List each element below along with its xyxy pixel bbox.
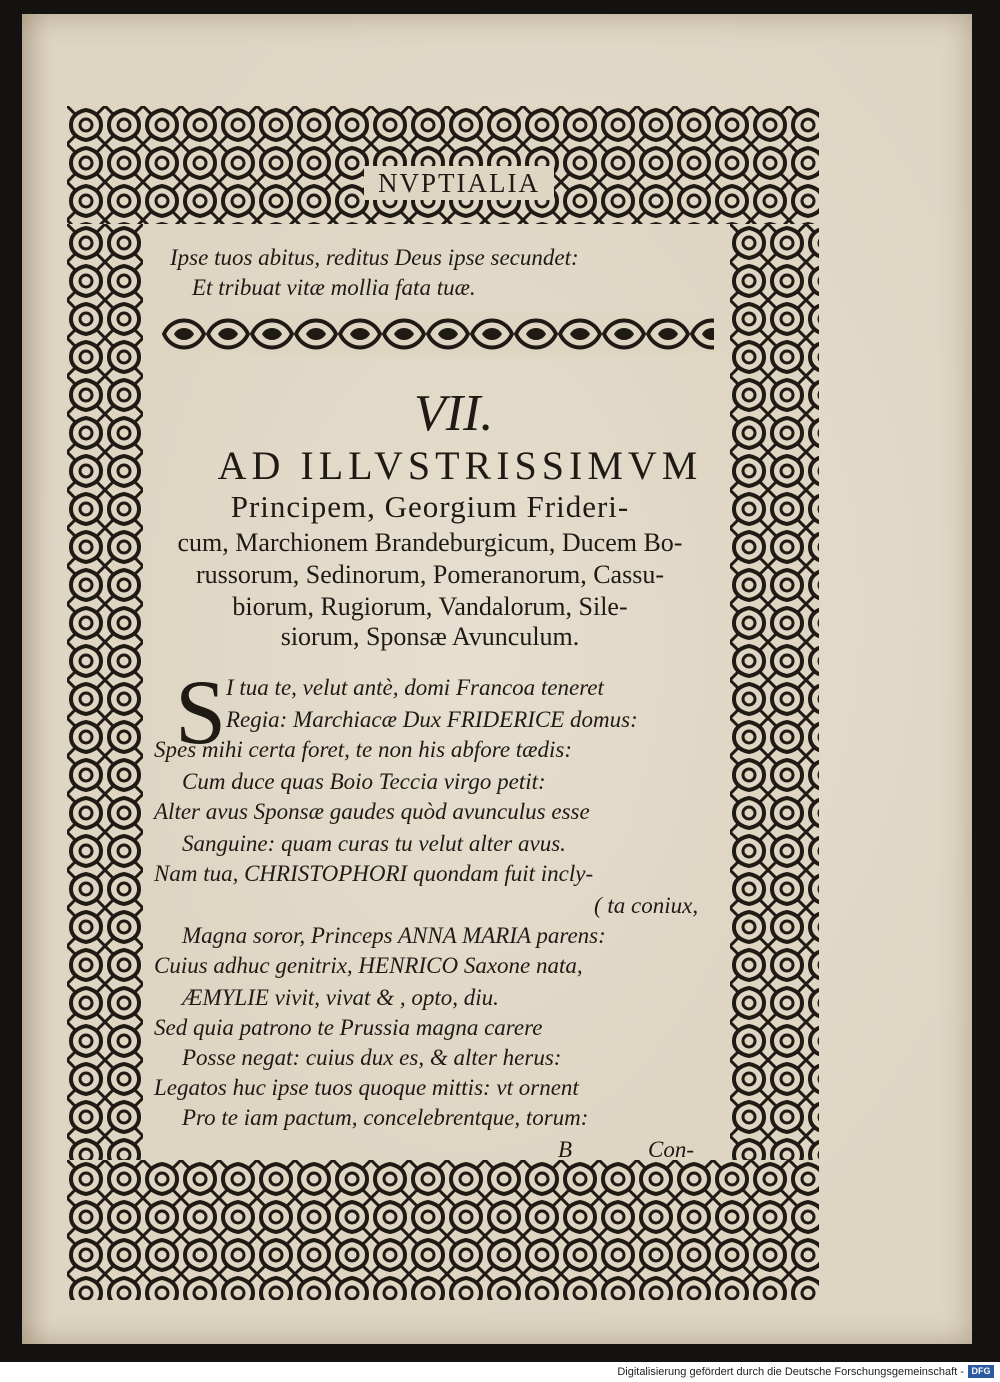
ornament-border-top — [67, 106, 819, 224]
ornament-border-right — [730, 224, 819, 1300]
heading-line-5: siorum, Sponsæ Avunculum. — [280, 622, 580, 651]
poem-line-9: Magna soror, Princeps ANNA MARIA parens: — [182, 923, 606, 948]
drop-cap: S — [175, 661, 227, 763]
poem-line-1: I tua te, velut antè, domi Francoa teneret — [226, 675, 604, 700]
ornament-border-bottom — [67, 1160, 819, 1300]
signature-mark: B — [558, 1137, 573, 1162]
heading-line-3: russorum, Sedinorum, Pomeranorum, Cassu- — [196, 560, 664, 589]
poem-line-8: ( ta coniux, — [594, 893, 699, 918]
heading-line-2: cum, Marchionem Brandeburgicum, Ducem Bo- — [177, 528, 683, 557]
poem-line-3: Spes mihi certa foret, te non his abfore tædis: — [154, 737, 573, 762]
footer-credit: Digitalisierung gefördert durch die Deutsche Forschungsgemeinschaft - — [617, 1366, 964, 1378]
heading-line-4: biorum, Rugiorum, Vandalorum, Sile- — [232, 592, 628, 621]
poem-line-12: Sed quia patrono te Prussia magna carere — [154, 1015, 543, 1040]
poem-line-5: Alter avus Sponsæ gaudes quòd avunculus esse — [154, 799, 590, 824]
poem-number: VII. — [414, 385, 494, 442]
dfg-logo: DFG — [968, 1365, 994, 1378]
ornament-border-left — [67, 224, 143, 1300]
poem-line-2: Regia: Marchiacæ Dux FRIDERICE domus: — [226, 707, 638, 732]
poem-line-4: Cum duce quas Boio Teccia virgo petit: — [182, 769, 546, 794]
poem-line-7: Nam tua, CHRISTOPHORI quondam fuit incly- — [154, 861, 594, 886]
intro-line-2: Et tribuat vitæ mollia fata tuæ. — [192, 275, 476, 300]
book-page — [22, 14, 972, 1344]
poem-line-14: Legatos huc ipse tuos quoque mittis: vt ornent — [154, 1075, 579, 1100]
ornament-divider — [162, 312, 714, 356]
intro-line-1: Ipse tuos abitus, reditus Deus ipse secundet: — [170, 245, 579, 270]
poem-line-10: Cuius adhuc genitrix, HENRICO Saxone nata, — [154, 953, 583, 978]
heading-line-1: Principem, Georgium Frideri- — [230, 489, 630, 524]
poem-line-11: ÆMYLIE vivit, vivat & , opto, diu. — [182, 985, 499, 1010]
poem-line-6: Sanguine: quam curas tu velut alter avus. — [182, 831, 566, 856]
poem-line-15: Pro te iam pactum, concelebrentque, torum: — [182, 1105, 589, 1130]
heading-title: AD ILLVSTRISSIMVM — [217, 443, 703, 488]
poem-line-13: Posse negat: cuius dux es, & alter herus: — [182, 1045, 562, 1070]
catchword: Con- — [648, 1137, 694, 1162]
running-head: NVPTIALIA — [364, 166, 554, 200]
